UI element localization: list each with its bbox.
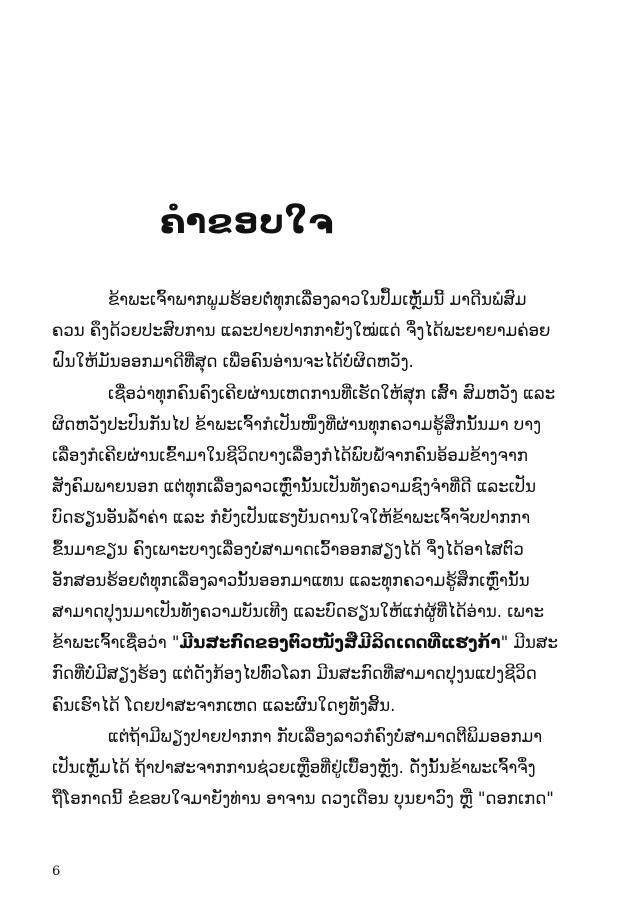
paragraph-3-line-3: ຖືໂອກາດນີ້ ຂໍຂອບໃຈມາຍັງທ່ານ ອາຈານ ດວງເດືອນ ບຸນຍາວົງ ຫຼື "ດອກເກດ" xyxy=(52,789,554,809)
paragraph-3-line-2: ເປັນເຫຼັ້ມໄດ້ ຖ້າປາສະຈາກການຊ່ວຍເຫຼືອທີ່ຢູ່ເບື້ອງຫຼັງ. ດັ່ງນັ້ນຂ້າພະເຈົ້າຈຶ່ງ xyxy=(52,758,536,778)
quote-line-before: ຂ້າພະເຈົ້າເຊື່ອວ່າ " xyxy=(52,633,180,653)
paragraph-2-line-7: ອັກສອນຮ້ອຍຕໍ່ທຸກເລື່ອງລາວນັ້ນອອກມາແທນ ແລະທຸກຄວາມຮູ້ສຶກເຫຼົ່ານັ້ນ xyxy=(52,570,530,590)
paragraph-1-line-3: ຝົນໃຫ້ມັນອອກມາດີທີ່ສຸດ ເພື່ອຄົນອ່ານຈະໄດ້ບໍ່ຜິດຫວັງ. xyxy=(52,352,414,372)
paragraph-2-line-3: ເລື່ອງກໍເຄີຍຜ່ານເຂົ້າມາໃນຊີວິດບາງເລື່ອງກໍໄດ້ພົບພໍ້ຈາກຄົນອ້ອມຂ້າງຈາກ xyxy=(52,446,528,466)
paragraph-3-line-1: ແຕ່ຖ້າມີພຽງປາຍປາກກາ ກັບເລື່ອງລາວກໍຄົງບໍ່ສາມາດຕີພິມອອກມາ xyxy=(108,726,543,746)
quote-line-bold: ມີນສະກົດຂອງຕົວໜັງສືມີລິດເດດທີ່ແຮງກ້າ xyxy=(179,633,501,653)
page-heading: ຄຳຂອບໃຈ xyxy=(160,202,335,242)
paragraph-2-line-1: ເຊື່ອວ່າທຸກຄົນຄົງເຄີຍຜ່ານເຫດການທີ່ເຮັດໃຫ້ສຸກ ເສົ້າ ສົມຫວັງ ແລະ xyxy=(108,383,556,403)
body-text xyxy=(52,284,588,814)
paragraph-2-line-5: ບົດຮຽນອັນລ້ຳຄ່າ ແລະ ກໍຍັງເປັນແຮງບັນດານໃຈໃຫ້ຂ້າພະເຈົ້າຈັບປາກກາ xyxy=(52,508,531,528)
paragraph-2-line-11: ຄົນເຮົາໄດ້ ໂດຍປາສະຈາກເຫດ ແລະຜົນໃດໆທັງສິ້ນ. xyxy=(52,695,396,715)
paragraph-2-line-6: ຂຶ້ນມາຂຽນ ຄົງເພາະບາງເລື່ອງບໍ່ສາມາດເວົ້າອອກສຽງໄດ້ ຈຶ່ງໄດ້ອາໄສຕົວ xyxy=(52,539,524,559)
paragraph-2-line-8: ສາມາດປຸງນມາເປັນທັງຄວາມບັນເທີງ ແລະບົດຮຽນໃຫ້ແກ່ຜູ້ທີ່ໄດ້ອ່ານ. ເພາະ xyxy=(52,602,545,622)
paragraph-2-quote-line xyxy=(52,627,588,658)
paragraph-2-line-4: ສັງຄົມພາຍນອກ ແຕ່ທຸກເລື່ອງລາວເຫຼົ່ານັ້ນເປັນທັງຄວາມຊົງຈຳທີ່ດີ ແລະເປັນ xyxy=(52,477,537,497)
paragraph-1-line-2: ຄວນ ຄຶງດ້ວຍປະສົບການ ແລະປາຍປາກກາຍັງໃໝ່ແດ່ ຈຶ່ງໄດ້ພະຍາຍາມຄ່ອຍ xyxy=(52,321,551,341)
page-number: 6 xyxy=(52,864,61,879)
quote-line-after: " ມີນສະ xyxy=(500,633,558,653)
paragraph-2-line-2: ຜິດຫວັງປະປົນກັນໄປ ຂ້າພະເຈົ້າກໍເປັນໜຶ່ງທີ່ຜ່ານທຸກຄວາມຮູ້ສຶກນັ້ນມາ ບາງ xyxy=(52,414,542,434)
paragraph-2-line-10: ກົດທີ່ບໍ່ມີສຽງຮ້ອງ ແຕ່ດັງກ້ອງໄປທົ່ວໂລກ ມີນສະກົດທີ່ສາມາດປຸງນແປງຊີວິດ xyxy=(52,664,537,684)
paragraph-1-line-1: ຂ້າພະເຈົ້າພາກພູມຮ້ອຍຕໍ່ທຸກເລື່ອງລາວໃນປຶ້ມເຫຼັ້ມນີ້ ມາດີນພໍສົມ xyxy=(108,290,527,309)
